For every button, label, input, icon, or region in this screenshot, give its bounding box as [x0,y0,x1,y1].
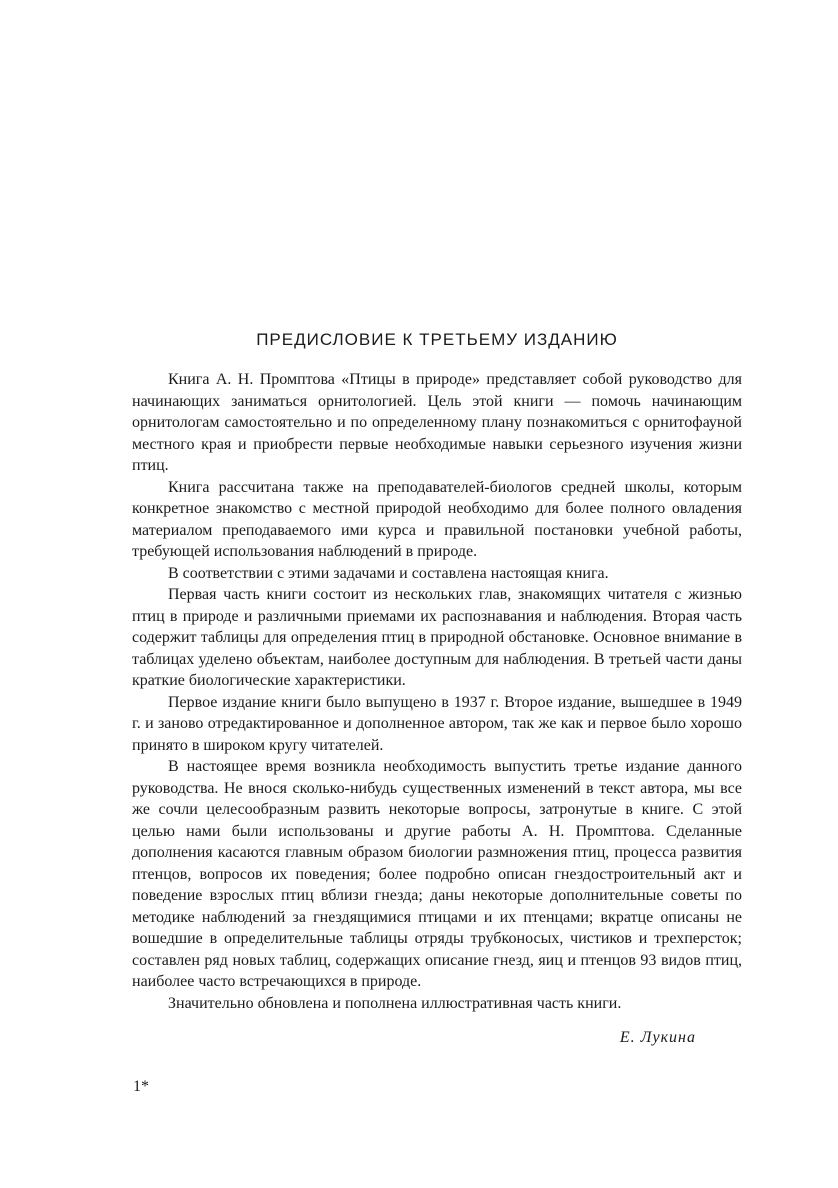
paragraph-3: В соответствии с этими задачами и составлена настоящая книга. [168,564,609,582]
signature-mark: 1* [133,1078,149,1095]
paragraph-7: Значительно обновлена и пополнена иллюстративная часть книги. [168,994,622,1012]
paragraph-2: Книга рассчитана также на преподавателей-биологов средней школы, которым конкретное знакомство с местной природой необходимо для более полного овладения материалом преподаваемого ими курса и правильной постановки учебной работы, требующей использования наблюдений в природе. [132,478,742,560]
paragraph-1: Книга А. Н. Промптова «Птицы в природе» представляет собой руководство для начинающих заниматься орнитологией. Цель этой книги — помочь начинающим орнитологам самостоятельно и по определенному плану познакомиться с орнитофауной местного края и приобрести первые необходимые навыки серьезного изучения жизни птиц. [132,371,742,474]
paragraph-4: Первая часть книги состоит из нескольких глав, знакомящих читателя с жизнью птиц в природе и различными приемами их распознавания и наблюдения. Вторая часть содержит таблицы для определения птиц в природной обстановке. Основное внимание в таблицах уделено объектам, наиболее доступным для наблюдения. В третьей части даны краткие биологические характеристики. [132,586,742,689]
paragraph-5: Первое издание книги было выпущено в 1937 г. Второе издание, вышедшее в 1949 г. и заново отредактированное и дополненное автором, так же как и первое было хорошо принято в широком кругу читателей. [132,693,742,754]
author-signature: Е. Лукина [619,1029,696,1046]
preface-body [132,369,742,1014]
paragraph-6: В настоящее время возникла необходимость выпустить третье издание данного руководства. Не внося сколько-нибудь существенных изменений в текст автора, мы все же сочли целесообразным развить некоторые вопросы, затронутые в книге. С этой целью нами были использованы и другие работы А. Н. Промптова. Сделанные дополнения касаются главным образом биологии размножения птиц, процесса развития птенцов, вопросов их поведения; более подробно описан гнездостроительный акт и поведение взрослых птиц вблизи гнезда; даны некоторые дополнительные советы по методике наблюдений за гнездящимися птицами и их птенцами; вкратце описаны не вошедшие в определительные таблицы отряды трубконосых, чистиков и трехперсток; составлен ряд новых таблиц, содержащих описание гнезд, яиц и птенцов 93 видов птиц, наиболее часто встречающихся в природе. [132,758,742,990]
page-title: ПРЕДИСЛОВИЕ К ТРЕТЬЕМУ ИЗДАНИЮ [256,330,618,349]
